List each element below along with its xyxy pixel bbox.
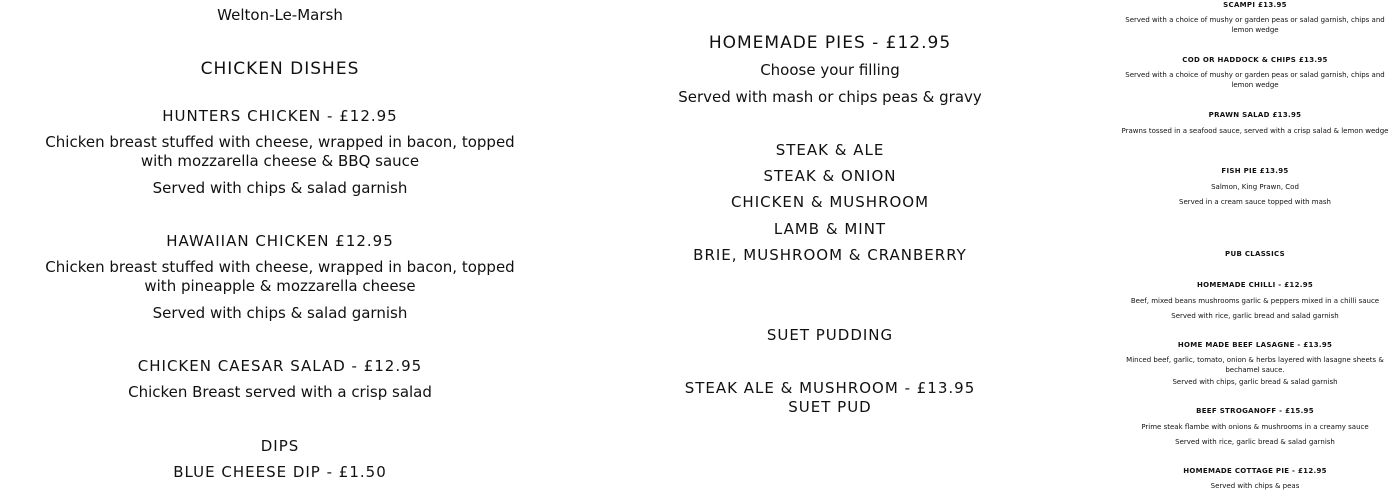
- item-serve-hawaiian-chicken: Served with chips & salad garnish: [152, 304, 408, 322]
- item-blue-cheese-dip: BLUE CHEESE DIP - £1.50: [173, 463, 387, 481]
- fish-item-desc: Prawns tossed in a seafood sauce, served with a crisp salad & lemon wedge: [1121, 127, 1389, 135]
- item-title-hunters-chicken: HUNTERS CHICKEN - £12.95: [162, 107, 398, 125]
- pie-filling-item: BRIE, MUSHROOM & CRANBERRY: [693, 246, 967, 264]
- fish-item-desc: Salmon, King Prawn, Cod: [1211, 183, 1299, 191]
- pie-filling-item: STEAK & ALE: [775, 141, 885, 159]
- item-desc-hunters-chicken: Chicken breast stuffed with cheese, wrapped in bacon, topped with mozzarella cheese & BBQ sauce: [45, 133, 515, 170]
- fish-item-title: SCAMPI £13.95: [1223, 1, 1287, 9]
- pie-filling-item: STEAK & ONION: [763, 167, 897, 185]
- fish-item-desc: Served with a choice of mushy or garden peas or salad garnish, chips and lemon wedge: [1125, 16, 1385, 34]
- classic-item-title: HOMEMADE COTTAGE PIE - £12.95: [1183, 467, 1327, 475]
- item-title-caesar-salad: CHICKEN CAESAR SALAD - £12.95: [137, 357, 423, 375]
- fish-item-title: PRAWN SALAD £13.95: [1208, 111, 1302, 119]
- classic-item-desc: Prime steak flambe with onions & mushrooms in a creamy sauce: [1141, 423, 1369, 431]
- item-desc-caesar-salad: Chicken Breast served with a crisp salad: [128, 383, 432, 401]
- fish-item-desc: Served with a choice of mushy or garden peas or salad garnish, chips and lemon wedge: [1125, 71, 1385, 89]
- classic-item-serve: Served with rice, garlic bread and salad garnish: [1171, 312, 1339, 320]
- pies-choose-filling: Choose your filling: [760, 61, 900, 79]
- section-title-pub-classics: PUB CLASSICS: [1225, 250, 1285, 258]
- section-title-homemade-pies: HOMEMADE PIES - £12.95: [708, 33, 952, 53]
- section-title-dips: DIPS: [260, 437, 300, 455]
- item-serve-hunters-chicken: Served with chips & salad garnish: [152, 179, 408, 197]
- section-title-chicken-dishes: CHICKEN DISHES: [200, 59, 360, 79]
- section-title-suet-pudding: SUET PUDDING: [766, 326, 894, 344]
- classic-item-desc: Minced beef, garlic, tomato, onion & herbs layered with lasagne sheets & bechamel sauce.: [1126, 356, 1384, 374]
- suet-item-line2: SUET PUD: [788, 398, 872, 416]
- item-title-hawaiian-chicken: HAWAIIAN CHICKEN £12.95: [166, 232, 394, 250]
- suet-item-line1: STEAK ALE & MUSHROOM - £13.95: [684, 379, 976, 397]
- classic-item-serve: Served with rice, garlic bread & salad garnish: [1175, 438, 1335, 446]
- classic-item-serve: Served with chips & peas: [1210, 482, 1300, 490]
- classic-item-title: BEEF STROGANOFF - £15.95: [1196, 407, 1314, 415]
- place-name: Welton-Le-Marsh: [217, 6, 343, 24]
- fish-item-serve: Served in a cream sauce topped with mash: [1179, 198, 1331, 206]
- fish-item-title: COD OR HADDOCK & CHIPS £13.95: [1182, 56, 1328, 64]
- classic-item-desc: Beef, mixed beans mushrooms garlic & peppers mixed in a chilli sauce: [1130, 297, 1380, 305]
- classic-item-title: HOME MADE BEEF LASAGNE - £13.95: [1177, 341, 1333, 349]
- pies-served-with: Served with mash or chips peas & gravy: [678, 88, 982, 106]
- classic-item-serve: Served with chips, garlic bread & salad garnish: [1172, 378, 1338, 386]
- pie-filling-item: LAMB & MINT: [773, 220, 887, 238]
- item-desc-hawaiian-chicken: Chicken breast stuffed with cheese, wrapped in bacon, topped with pineapple & mozzarella cheese: [45, 258, 515, 295]
- fish-item-title: FISH PIE £13.95: [1221, 167, 1289, 175]
- pie-filling-item: CHICKEN & MUSHROOM: [730, 193, 930, 211]
- classic-item-title: HOMEMADE CHILLI - £12.95: [1196, 281, 1314, 289]
